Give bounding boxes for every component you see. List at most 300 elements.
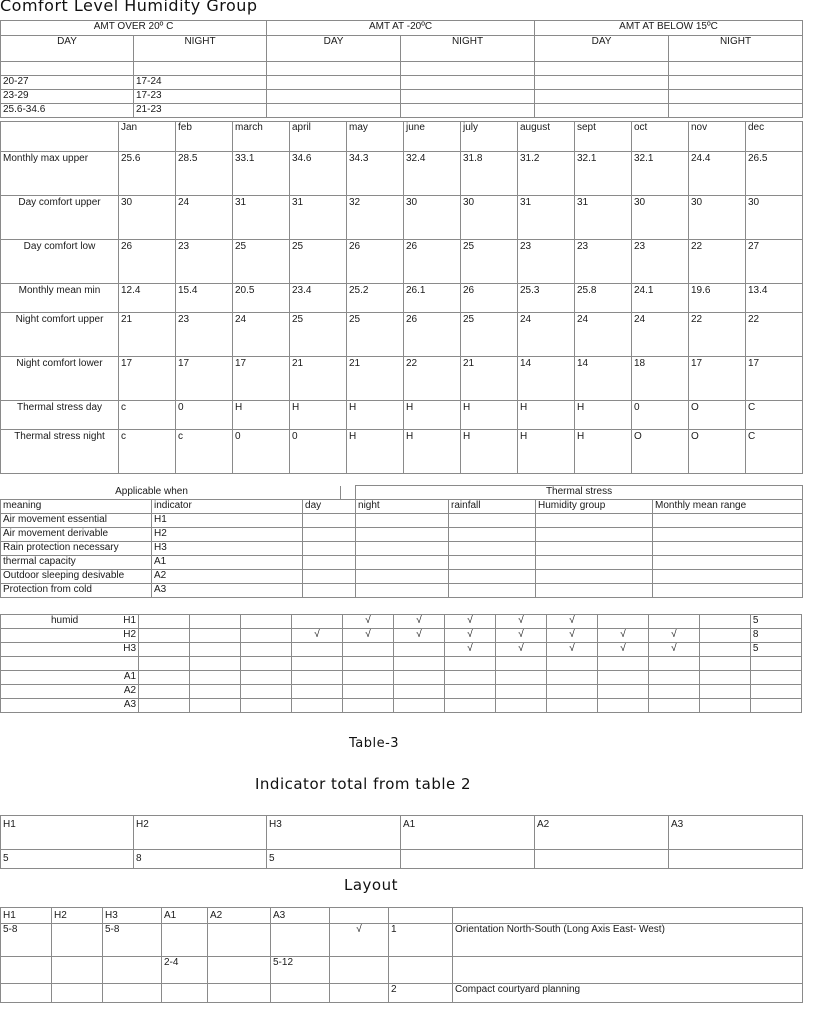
night-range: 21-23 xyxy=(134,104,267,118)
month-header: march xyxy=(233,122,290,152)
value-cell: 30 xyxy=(689,196,746,240)
value-cell: H xyxy=(347,430,404,474)
monthly-climate-table xyxy=(0,121,803,474)
value-cell: 19.6 xyxy=(689,284,746,313)
night-header: night xyxy=(356,500,449,514)
value-cell: 23 xyxy=(176,240,233,284)
empty-cell xyxy=(546,671,597,685)
layout-description: Compact courtyard planning xyxy=(453,984,803,1003)
table-row xyxy=(1,556,803,570)
value-cell: 31.8 xyxy=(461,152,518,196)
empty-cell xyxy=(267,62,401,76)
empty-cell xyxy=(190,629,241,643)
value-cell: 33.1 xyxy=(233,152,290,196)
empty-cell xyxy=(241,671,292,685)
value-cell: 26 xyxy=(404,240,461,284)
empty-cell xyxy=(394,643,445,657)
meaning-cell: Air movement essential xyxy=(1,514,152,528)
empty-cell xyxy=(292,615,343,629)
value-cell: 30 xyxy=(404,196,461,240)
month-header: july xyxy=(461,122,518,152)
value-cell: 0 xyxy=(632,401,689,430)
empty-cell xyxy=(303,570,356,584)
empty-cell xyxy=(449,584,536,598)
table-row xyxy=(1,152,803,196)
empty-cell xyxy=(389,957,453,984)
empty-cell xyxy=(292,643,343,657)
page-title: Comfort Level Humidity Group xyxy=(0,0,258,15)
value-cell: 25 xyxy=(290,313,347,357)
empty-cell xyxy=(699,671,750,685)
table-row xyxy=(1,699,802,713)
indicator-code xyxy=(1,685,139,699)
empty-cell xyxy=(389,908,453,924)
empty-cell xyxy=(241,685,292,699)
empty-cell xyxy=(356,528,449,542)
empty-cell xyxy=(303,528,356,542)
empty-cell xyxy=(445,657,496,671)
amt-at-20-header: AMT AT -20ºC xyxy=(267,21,535,36)
value-cell: 30 xyxy=(746,196,803,240)
layout-header: A2 xyxy=(208,908,271,924)
table-row xyxy=(1,584,803,598)
value-cell: 17 xyxy=(233,357,290,401)
code-label: A3 xyxy=(123,699,137,710)
empty-cell xyxy=(546,657,597,671)
day-header: DAY xyxy=(535,36,669,62)
table-row xyxy=(1,542,803,556)
value-cell: 21 xyxy=(119,313,176,357)
empty-cell xyxy=(699,615,750,629)
value-cell: 32.4 xyxy=(404,152,461,196)
empty-cell xyxy=(449,528,536,542)
total-value xyxy=(535,850,669,869)
layout-header: A3 xyxy=(271,908,330,924)
day-range: 20-27 xyxy=(1,76,134,90)
empty-cell xyxy=(653,528,803,542)
month-header: dec xyxy=(746,122,803,152)
empty-cell xyxy=(134,62,267,76)
check-mark: √ xyxy=(597,629,648,643)
empty-cell xyxy=(139,685,190,699)
empty-cell xyxy=(1,122,119,152)
value-cell: 25 xyxy=(461,240,518,284)
empty-cell xyxy=(271,924,330,957)
value-cell: 22 xyxy=(404,357,461,401)
value-cell: H xyxy=(404,401,461,430)
value-cell: 26 xyxy=(461,284,518,313)
value-cell: 25.2 xyxy=(347,284,404,313)
value-cell: 30 xyxy=(461,196,518,240)
empty-cell xyxy=(190,615,241,629)
empty-cell xyxy=(401,104,535,118)
check-mark: √ xyxy=(343,629,394,643)
empty-cell xyxy=(699,657,750,671)
day-range: 25.6-34.6 xyxy=(1,104,134,118)
row-label: Night comfort lower xyxy=(1,357,119,401)
value-cell: 12.4 xyxy=(119,284,176,313)
empty-cell xyxy=(241,657,292,671)
meaning-cell: Rain protection necessary xyxy=(1,542,152,556)
empty-cell xyxy=(401,76,535,90)
empty-cell xyxy=(343,699,394,713)
indicator-total: 8 xyxy=(750,629,801,643)
empty-cell xyxy=(394,685,445,699)
empty-cell xyxy=(356,556,449,570)
empty-cell xyxy=(536,556,653,570)
value-cell: c xyxy=(119,401,176,430)
value-cell: 21 xyxy=(347,357,404,401)
indicator-cell: H3 xyxy=(152,542,303,556)
value-cell: 23 xyxy=(176,313,233,357)
meaning-cell: Protection from cold xyxy=(1,584,152,598)
empty-cell xyxy=(330,957,389,984)
value-cell: 17 xyxy=(746,357,803,401)
empty-cell xyxy=(699,699,750,713)
empty-cell xyxy=(139,615,190,629)
empty-cell xyxy=(535,62,669,76)
empty-cell xyxy=(453,957,803,984)
layout-number: 1 xyxy=(389,924,453,957)
check-mark: √ xyxy=(330,924,389,957)
empty-cell xyxy=(190,657,241,671)
table-row xyxy=(1,313,803,357)
check-mark: √ xyxy=(445,615,496,629)
row-label: Thermal stress night xyxy=(1,430,119,474)
h3-range: 5-8 xyxy=(103,924,162,957)
value-cell: C xyxy=(746,430,803,474)
code-label: H1 xyxy=(123,615,137,626)
empty-cell xyxy=(103,957,162,984)
indicator-total: 5 xyxy=(750,643,801,657)
total-value xyxy=(401,850,535,869)
value-cell: 24.1 xyxy=(632,284,689,313)
row-label: Monthly mean min xyxy=(1,284,119,313)
humidity-group-header: Humidity group xyxy=(536,500,653,514)
value-cell: O xyxy=(632,430,689,474)
check-mark: √ xyxy=(394,629,445,643)
value-cell: 0 xyxy=(290,430,347,474)
empty-cell xyxy=(139,671,190,685)
value-cell: 26.5 xyxy=(746,152,803,196)
value-cell: O xyxy=(689,430,746,474)
total-header: A1 xyxy=(401,816,535,850)
empty-cell xyxy=(669,104,803,118)
layout-heading: Layout xyxy=(344,876,398,894)
value-cell: O xyxy=(689,401,746,430)
value-cell: 26 xyxy=(119,240,176,284)
table-row xyxy=(1,528,803,542)
empty-cell xyxy=(1,957,52,984)
empty-cell xyxy=(241,615,292,629)
value-cell: 31.2 xyxy=(518,152,575,196)
empty-cell xyxy=(648,657,699,671)
indicator-total-heading: Indicator total from table 2 xyxy=(255,775,472,793)
empty-cell xyxy=(394,657,445,671)
empty-cell xyxy=(648,615,699,629)
month-header: Jan xyxy=(119,122,176,152)
total-value xyxy=(669,850,803,869)
empty-cell xyxy=(536,514,653,528)
empty-cell xyxy=(445,699,496,713)
value-cell: 18 xyxy=(632,357,689,401)
value-cell: 22 xyxy=(689,313,746,357)
value-cell: H xyxy=(290,401,347,430)
value-cell: 34.3 xyxy=(347,152,404,196)
empty-cell xyxy=(495,671,546,685)
table-row xyxy=(1,357,803,401)
empty-cell xyxy=(139,699,190,713)
total-value: 5 xyxy=(267,850,401,869)
empty-cell xyxy=(292,685,343,699)
empty-cell xyxy=(343,657,394,671)
code-label: H3 xyxy=(123,643,137,654)
empty-cell xyxy=(535,90,669,104)
night-range: 17-23 xyxy=(134,90,267,104)
value-cell: 23.4 xyxy=(290,284,347,313)
value-cell: 24 xyxy=(575,313,632,357)
table-row xyxy=(1,284,803,313)
check-mark: √ xyxy=(495,643,546,657)
value-cell: 21 xyxy=(290,357,347,401)
table-row xyxy=(1,240,803,284)
empty-cell xyxy=(546,685,597,699)
value-cell: 24 xyxy=(233,313,290,357)
empty-cell xyxy=(303,556,356,570)
empty-cell xyxy=(669,90,803,104)
value-cell: H xyxy=(404,430,461,474)
value-cell: H xyxy=(518,430,575,474)
check-mark: √ xyxy=(343,615,394,629)
layout-header: H3 xyxy=(103,908,162,924)
layout-number: 2 xyxy=(389,984,453,1003)
indicator-cell: H1 xyxy=(152,514,303,528)
empty-cell xyxy=(401,62,535,76)
value-cell: H xyxy=(233,401,290,430)
day-header: day xyxy=(303,500,356,514)
empty-cell xyxy=(597,657,648,671)
check-mark: √ xyxy=(292,629,343,643)
value-cell: 31 xyxy=(233,196,290,240)
value-cell: 24.4 xyxy=(689,152,746,196)
value-cell: 25 xyxy=(347,313,404,357)
value-cell: 13.4 xyxy=(746,284,803,313)
empty-cell xyxy=(449,570,536,584)
check-mark: √ xyxy=(445,643,496,657)
value-cell: c xyxy=(176,430,233,474)
empty-cell xyxy=(597,699,648,713)
empty-cell xyxy=(449,556,536,570)
empty-cell xyxy=(699,643,750,657)
empty-cell xyxy=(330,984,389,1003)
empty-cell xyxy=(653,556,803,570)
check-mark: √ xyxy=(648,629,699,643)
total-header: H1 xyxy=(1,816,134,850)
empty-cell xyxy=(536,528,653,542)
empty-cell xyxy=(699,685,750,699)
value-cell: 25.8 xyxy=(575,284,632,313)
empty-cell xyxy=(356,584,449,598)
value-cell: 25 xyxy=(461,313,518,357)
indicator-cell: A2 xyxy=(152,570,303,584)
value-cell: 31 xyxy=(575,196,632,240)
comfort-group-table xyxy=(0,20,803,118)
rainfall-header: rainfall xyxy=(449,500,536,514)
value-cell: 17 xyxy=(119,357,176,401)
empty-cell xyxy=(648,671,699,685)
value-cell: 25.6 xyxy=(119,152,176,196)
empty-cell xyxy=(267,90,401,104)
empty-cell xyxy=(292,657,343,671)
empty-cell xyxy=(394,699,445,713)
table-row xyxy=(1,401,803,430)
empty-cell xyxy=(495,685,546,699)
indicator-code xyxy=(1,643,139,657)
indicator-cell: A3 xyxy=(152,584,303,598)
value-cell: 32.1 xyxy=(575,152,632,196)
empty-cell xyxy=(536,570,653,584)
value-cell: C xyxy=(746,401,803,430)
value-cell: 14 xyxy=(575,357,632,401)
empty-cell xyxy=(453,908,803,924)
value-cell: c xyxy=(119,430,176,474)
indicator-total xyxy=(750,685,801,699)
check-mark: √ xyxy=(495,629,546,643)
indicator-total xyxy=(750,699,801,713)
empty-cell xyxy=(343,643,394,657)
month-header: may xyxy=(347,122,404,152)
monthly-mean-range-header: Monthly mean range xyxy=(653,500,803,514)
value-cell: 0 xyxy=(176,401,233,430)
layout-header: A1 xyxy=(162,908,208,924)
table-row xyxy=(1,514,803,528)
total-header: A2 xyxy=(535,816,669,850)
empty-cell xyxy=(341,486,356,500)
empty-cell xyxy=(241,699,292,713)
empty-cell xyxy=(190,643,241,657)
empty-cell xyxy=(190,685,241,699)
empty-cell xyxy=(190,671,241,685)
month-header: nov xyxy=(689,122,746,152)
empty-cell xyxy=(52,984,103,1003)
indicator-total: 5 xyxy=(750,615,801,629)
empty-cell xyxy=(208,984,271,1003)
value-cell: 23 xyxy=(518,240,575,284)
amt-below-15-header: AMT AT BELOW 15ºC xyxy=(535,21,803,36)
check-mark: √ xyxy=(546,615,597,629)
night-range: 17-24 xyxy=(134,76,267,90)
value-cell: 20.5 xyxy=(233,284,290,313)
night-header: NIGHT xyxy=(401,36,535,62)
month-header: august xyxy=(518,122,575,152)
table-row xyxy=(1,615,802,629)
empty-cell xyxy=(653,514,803,528)
value-cell: H xyxy=(575,430,632,474)
empty-cell xyxy=(208,924,271,957)
empty-cell xyxy=(303,486,341,500)
indicator-header: indicator xyxy=(152,500,303,514)
empty-cell xyxy=(139,657,190,671)
value-cell: 25 xyxy=(233,240,290,284)
empty-cell xyxy=(653,570,803,584)
indicator-cell: A1 xyxy=(152,556,303,570)
value-cell: 26.1 xyxy=(404,284,461,313)
empty-cell xyxy=(699,629,750,643)
empty-cell xyxy=(445,685,496,699)
indicator-cell: H2 xyxy=(152,528,303,542)
value-cell: H xyxy=(461,401,518,430)
empty-cell xyxy=(162,984,208,1003)
value-cell: 32.1 xyxy=(632,152,689,196)
empty-cell xyxy=(653,584,803,598)
empty-cell xyxy=(648,699,699,713)
empty-cell xyxy=(535,76,669,90)
empty-cell xyxy=(669,62,803,76)
indicator-check-table xyxy=(0,614,802,713)
empty-cell xyxy=(495,657,546,671)
empty-cell xyxy=(401,90,535,104)
value-cell: 30 xyxy=(119,196,176,240)
indicator-totals-table xyxy=(0,815,803,869)
amt-over-20-header: AMT OVER 20º C xyxy=(1,21,267,36)
value-cell: 34.6 xyxy=(290,152,347,196)
empty-cell xyxy=(303,514,356,528)
empty-cell xyxy=(208,957,271,984)
indicator-code xyxy=(1,629,139,643)
empty-cell xyxy=(139,629,190,643)
check-mark: √ xyxy=(648,643,699,657)
empty-cell xyxy=(330,908,389,924)
value-cell: H xyxy=(518,401,575,430)
code-label: H2 xyxy=(123,629,137,640)
empty-cell xyxy=(536,542,653,556)
month-header: oct xyxy=(632,122,689,152)
empty-cell xyxy=(495,699,546,713)
empty-cell xyxy=(648,685,699,699)
value-cell: 17 xyxy=(689,357,746,401)
empty-cell xyxy=(162,924,208,957)
layout-header: H1 xyxy=(1,908,52,924)
empty-cell xyxy=(52,957,103,984)
table-row xyxy=(1,430,803,474)
empty-cell xyxy=(445,671,496,685)
day-header: DAY xyxy=(1,36,134,62)
value-cell: H xyxy=(575,401,632,430)
indicator-table xyxy=(0,485,803,598)
empty-cell xyxy=(536,584,653,598)
empty-cell xyxy=(669,76,803,90)
value-cell: 22 xyxy=(746,313,803,357)
empty-cell xyxy=(449,542,536,556)
value-cell: 23 xyxy=(575,240,632,284)
value-cell: 28.5 xyxy=(176,152,233,196)
total-value: 8 xyxy=(134,850,267,869)
check-mark: √ xyxy=(445,629,496,643)
meaning-cell: Air movement derivable xyxy=(1,528,152,542)
empty-cell xyxy=(292,671,343,685)
empty-cell xyxy=(356,542,449,556)
check-mark: √ xyxy=(394,615,445,629)
empty-cell xyxy=(1,984,52,1003)
table-row xyxy=(1,685,802,699)
indicator-code xyxy=(1,657,139,671)
value-cell: 24 xyxy=(176,196,233,240)
code-label: A2 xyxy=(123,685,137,696)
empty-cell xyxy=(103,984,162,1003)
table-row xyxy=(1,643,802,657)
month-header: june xyxy=(404,122,461,152)
total-header: H3 xyxy=(267,816,401,850)
